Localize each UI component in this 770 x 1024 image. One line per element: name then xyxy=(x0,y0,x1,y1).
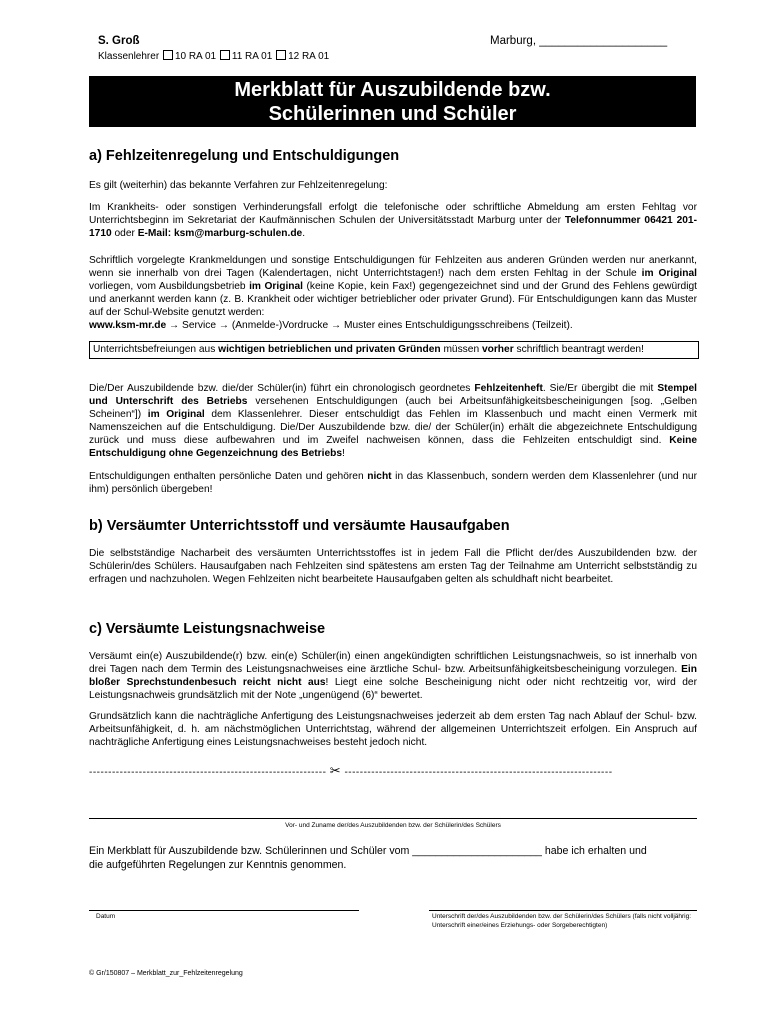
period: . xyxy=(302,228,306,239)
section-b-text: Die selbstständige Nacharbeit des versäumten Unterrichtsstoffes ist in jedem Fall die Pflicht der/des Auszubildenden bzw. der Schülerin/des Schülers. Hausaufgaben nach Fehlzeiten sind spätestens am ersten Tag der Teilnahme am Unterricht selbstständig zu erfragen und nachzuholen. Wegen Fehlzeiten nicht bearbeitete Hausaufgaben gelten als schuldhaft nicht bearbeitet. xyxy=(89,548,697,585)
email-address: E-Mail: ksm@marburg-schulen.de xyxy=(137,228,303,239)
assessment-text-1: Versäumt ein(e) Auszubildende(r) bzw. ein(e) Schüler(in) einen angekündigten schriftlichen Leistungsnachweis, so ist innerhalb von drei Tagen nach dem Termin des Leistungsnachweises eine ärztliche Schul- bzw. Arbeitsunfähigkeitsbescheinigung vorzulegen. xyxy=(89,651,697,675)
booklet-text-3: versehenen Entschuldigungen (auch bei Arbeitsunfähigkeitsbescheinigungen [sog. „Gelben Scheinen“]) xyxy=(89,396,697,420)
date-label: Datum xyxy=(96,913,116,920)
date-line xyxy=(89,910,359,911)
emph-original-1: im Original xyxy=(641,268,697,279)
section-c-heading: c) Versäumte Leistungsnachweise xyxy=(89,621,326,637)
section-a-written-excuses xyxy=(89,254,697,332)
name-signature-line xyxy=(89,818,697,819)
exemption-text-1: Unterrichtsbefreiungen aus xyxy=(93,344,219,355)
school-website-url: www.ksm-mr.de xyxy=(89,320,167,331)
place-date-line: Marburg, ____________________ xyxy=(490,35,668,47)
booklet-text-2: . Sie/Er übergibt die mit xyxy=(542,383,658,394)
or-text: oder xyxy=(111,228,138,239)
scissors-icon: ✂ xyxy=(329,763,342,778)
section-c-text-1 xyxy=(89,650,697,702)
checkbox-icon xyxy=(220,50,230,60)
class-option-2: 11 RA 01 xyxy=(231,51,273,62)
section-b-heading: b) Versäumter Unterrichtsstoff und versäumte Hausaufgaben xyxy=(89,518,510,534)
assessment-text-2: ! Liegt eine solche Bescheinigung nicht oder nicht rechtzeitig vor, wird der Leistungsnachweis grundsätzlich mit der Note „ungenügend (6)“ bewertet. xyxy=(89,677,697,701)
phone-number: Telefonnummer 06421 201-1710 xyxy=(89,215,697,239)
title-line-1: Merkblatt für Auszubildende bzw. xyxy=(234,79,551,101)
sick-report-text: Im Krankheits- oder sonstigen Verhinderungsfall erfolgt die telefonische oder schriftliche Abmeldung am ersten Fehltag vor Unterrichtsbeginn im Sekretariat der Kaufmännischen Schulen der Universitätsstadt Marburg unter der xyxy=(89,202,697,226)
privacy-text-1: Entschuldigungen enthalten persönliche Daten und gehören xyxy=(89,471,368,482)
cut-dashes-right: ---------------------------------------------------------------------- xyxy=(344,767,613,778)
assessment-emph: Ein bloßer Sprechstundenbesuch reicht nicht aus xyxy=(89,664,697,688)
exemption-emph-2: vorher xyxy=(481,344,514,355)
title-banner xyxy=(89,76,696,127)
booklet-emph-3: im Original xyxy=(147,409,205,420)
class-option-1: 10 RA 01 xyxy=(174,51,217,62)
exemption-emph-1: wichtigen betrieblichen und privaten Gründen xyxy=(218,344,441,355)
excuses-text-3: (keine Kopie, kein Fax!) gegengezeichnet sind und der Grund des Fehlens gewürdigt und anerkannt werden kann (z. B. Krankheit oder wichtiger betrieblicher oder privater Grund). Für Entschuldigungen kann das Muster auf der Schul-Website genutzt werden: xyxy=(89,281,697,318)
author-name: S. Groß xyxy=(98,35,140,47)
title-line-2: Schülerinnen und Schüler xyxy=(268,103,517,125)
section-a-privacy xyxy=(89,470,697,496)
section-a-intro: Es gilt (weiterhin) das bekannte Verfahren zur Fehlzeitenregelung: xyxy=(89,180,388,191)
website-path: → Service → (Anmelde-)Vordrucke → Muster eines Entschuldigungsschreibens (Teilzeit). xyxy=(166,320,573,331)
class-teacher-label: Klassenlehrer xyxy=(98,51,160,62)
cut-line xyxy=(89,763,697,779)
receipt-confirmation xyxy=(89,844,697,872)
section-a-heading: a) Fehlzeitenregelung und Entschuldigungen xyxy=(89,148,400,164)
section-c-text-2: Grundsätzlich kann die nachträgliche Anfertigung des Leistungsnachweises jederzeit ab dem ersten Tag nach Ablauf der Schul- bzw. Arbeitsunfähigkeit, d. h. am nächstmöglichen Unterrichtstag, während der allgemeinen Unterrichtszeit erfolgen. Ein Anspruch auf nachträgliche Anfertigung eines Leistungsnachweises besteht jedoch nicht. xyxy=(89,711,697,748)
checkbox-icon xyxy=(276,50,286,60)
booklet-emph-1: Fehlzeitenheft xyxy=(474,383,543,394)
privacy-emph: nicht xyxy=(367,471,392,482)
footer-note: © Gr/150807 – Merkblatt_zur_Fehlzeitenregelung xyxy=(89,970,243,977)
class-option-3: 12 RA 01 xyxy=(288,51,330,62)
excuses-text-1: Schriftlich vorgelegte Krankmeldungen und sonstige Entschuldigungen für Fehlzeiten aus anderen Gründen werden nur anerkannt, wenn sie innerhalb von drei Tagen (Kalendertagen, nicht Unterrichtstagen!) nach dem ersten Fehltag in der Schule xyxy=(89,255,697,279)
exemption-text-3: schriftlich beantragt werden! xyxy=(513,344,644,355)
privacy-text-2: in das Klassenbuch, sondern werden dem Klassenlehrer (und nur ihm) persönlich übergeben! xyxy=(89,471,697,495)
booklet-text-4: dem Klassenlehrer. Dieser entschuldigt das Fehlen im Klassenbuch und macht einen Vermerk mit Namenszeichen auf die Entschuldigung. Die/Der Auszubildende bzw. die/ der Schüler(in) erhält die abgezeichnete Entschuldigung zurück und muss diese aufbewahren und im Zweifel nachweisen können, dass die Fehlzeiten entschuldigt sind. xyxy=(89,409,697,446)
emph-original-2: im Original xyxy=(249,281,303,292)
section-a-sick-report xyxy=(89,201,697,240)
exemption-notice-box xyxy=(89,341,699,359)
booklet-text-1: Die/Der Auszubildende bzw. die/der Schüler(in) führt ein chronologisch geordnetes xyxy=(89,383,475,394)
signature-line xyxy=(429,910,697,911)
checkbox-icon xyxy=(163,50,173,60)
confirmation-line-2: die aufgeführten Regelungen zur Kenntnis genommen. xyxy=(89,859,347,871)
cut-dashes-left: -------------------------------------------------------------- xyxy=(89,767,327,778)
class-teacher-line xyxy=(98,50,329,62)
confirmation-line-1: Ein Merkblatt für Auszubildende bzw. Schülerinnen und Schüler vom ______________________ habe ich erhalten und xyxy=(89,845,647,857)
booklet-emph-2: Stempel und Unterschrift des Betriebs xyxy=(89,383,698,407)
exemption-text-2: müssen xyxy=(440,344,482,355)
excuses-text-2: vorliegen, vom Ausbildungsbetrieb xyxy=(89,281,250,292)
section-a-absence-booklet xyxy=(89,382,697,460)
booklet-text-5: ! xyxy=(342,448,345,459)
booklet-emph-4: Keine Entschuldigung ohne Gegenzeichnung des Betriebs xyxy=(89,435,697,459)
signature-label: Unterschrift der/des Auszubildenden bzw. der Schülerin/des Schülers (falls nicht volljährig: Unterschrift einer/eines Erziehungs- oder Sorgeberechtigten) xyxy=(432,913,692,929)
name-label: Vor- und Zuname der/des Auszubildenden bzw. der Schülerin/des Schülers xyxy=(285,822,501,829)
